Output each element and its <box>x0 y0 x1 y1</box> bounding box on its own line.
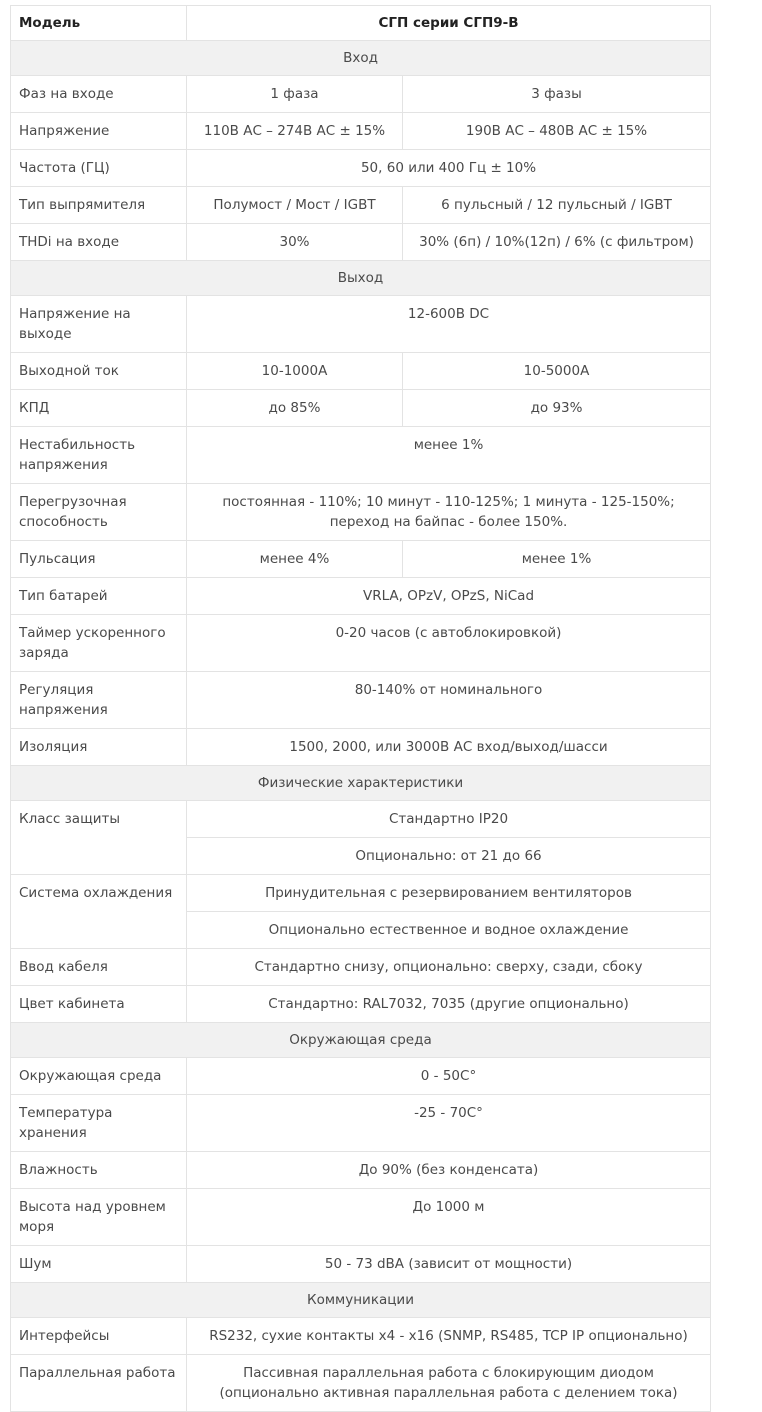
row-value: менее 1% <box>187 427 711 484</box>
row-label: Параллельная работа <box>11 1355 187 1412</box>
header-series: СГП серии СГП9-В <box>187 6 711 41</box>
table-row <box>11 672 711 729</box>
section-row <box>11 1283 711 1318</box>
table-row <box>11 541 711 578</box>
table-row <box>11 427 711 484</box>
row-value: 1500, 2000, или 3000В АС вход/выход/шасси <box>187 729 711 766</box>
row-value: Полумост / Мост / IGBT <box>187 187 403 224</box>
row-value: Опционально: от 21 до 66 <box>187 838 711 875</box>
row-value: 50 - 73 dBA (зависит от мощности) <box>187 1246 711 1283</box>
row-label: Изоляция <box>11 729 187 766</box>
table-row <box>11 875 711 912</box>
row-label: Регуляция напряжения <box>11 672 187 729</box>
row-value: Принудительная с резервированием вентиляторов <box>187 875 711 912</box>
row-label: Окружающая среда <box>11 1058 187 1095</box>
table-row <box>11 484 711 541</box>
row-value: менее 4% <box>187 541 403 578</box>
table-row <box>11 390 711 427</box>
row-label: Температура хранения <box>11 1095 187 1152</box>
section-communications: Коммуникации <box>11 1283 711 1318</box>
row-label: Выходной ток <box>11 353 187 390</box>
row-label: Перегрузочная способность <box>11 484 187 541</box>
table-row <box>11 1152 711 1189</box>
row-value: Стандартно: RAL7032, 7035 (другие опционально) <box>187 986 711 1023</box>
row-value: постоянная - 110%; 10 минут - 110-125%; 1 минута - 125-150%; переход на байпас - более 150%. <box>187 484 711 541</box>
row-value: До 1000 м <box>187 1189 711 1246</box>
row-label: Напряжение на выходе <box>11 296 187 353</box>
row-label: Система охлаждения <box>11 875 187 949</box>
table-row <box>11 1189 711 1246</box>
row-value: 1 фаза <box>187 76 403 113</box>
section-row <box>11 261 711 296</box>
row-value: 6 пульсный / 12 пульсный / IGBT <box>403 187 711 224</box>
section-input: Вход <box>11 41 711 76</box>
row-value: 190В АС – 480В АС ± 15% <box>403 113 711 150</box>
row-label: Ввод кабеля <box>11 949 187 986</box>
row-label: Тип выпрямителя <box>11 187 187 224</box>
table-row <box>11 296 711 353</box>
table-row <box>11 986 711 1023</box>
section-row <box>11 41 711 76</box>
row-value: 3 фазы <box>403 76 711 113</box>
table-row <box>11 729 711 766</box>
row-label: Высота над уровнем моря <box>11 1189 187 1246</box>
table-row <box>11 76 711 113</box>
section-environment: Окружающая среда <box>11 1023 711 1058</box>
table-row <box>11 113 711 150</box>
row-label: Пульсация <box>11 541 187 578</box>
table-row <box>11 1095 711 1152</box>
row-value: Пассивная параллельная работа с блокирующим диодом (опционально активная параллельная работа с делением тока) <box>187 1355 711 1412</box>
row-label: Фаз на входе <box>11 76 187 113</box>
row-label: Напряжение <box>11 113 187 150</box>
row-label: Тип батарей <box>11 578 187 615</box>
row-value: 10-1000А <box>187 353 403 390</box>
table-row <box>11 1355 711 1412</box>
row-label: Нестабильность напряжения <box>11 427 187 484</box>
spec-table <box>10 5 711 1412</box>
table-row <box>11 949 711 986</box>
row-value: менее 1% <box>403 541 711 578</box>
table-row <box>11 615 711 672</box>
row-label: THDi на входе <box>11 224 187 261</box>
table-row <box>11 1058 711 1095</box>
row-value: Стандартно снизу, опционально: сверху, сзади, сбоку <box>187 949 711 986</box>
row-label: Цвет кабинета <box>11 986 187 1023</box>
section-physical: Физические характеристики <box>11 766 711 801</box>
section-output: Выход <box>11 261 711 296</box>
row-value: Стандартно IP20 <box>187 801 711 838</box>
row-label: КПД <box>11 390 187 427</box>
row-label: Влажность <box>11 1152 187 1189</box>
row-value: -25 - 70С° <box>187 1095 711 1152</box>
row-label: Интерфейсы <box>11 1318 187 1355</box>
row-value: до 93% <box>403 390 711 427</box>
row-value: 80-140% от номинального <box>187 672 711 729</box>
table-row <box>11 353 711 390</box>
table-row <box>11 1318 711 1355</box>
row-label: Таймер ускоренного заряда <box>11 615 187 672</box>
row-label: Класс защиты <box>11 801 187 875</box>
row-value: 110В АС – 274В АС ± 15% <box>187 113 403 150</box>
table-row <box>11 187 711 224</box>
row-value: До 90% (без конденсата) <box>187 1152 711 1189</box>
header-row <box>11 6 711 41</box>
table-row <box>11 150 711 187</box>
row-value: 30% (6п) / 10%(12п) / 6% (с фильтром) <box>403 224 711 261</box>
row-value: 0-20 часов (с автоблокировкой) <box>187 615 711 672</box>
row-value: 12-600В DC <box>187 296 711 353</box>
row-value: RS232, сухие контакты x4 - x16 (SNMP, RS485, TCP IP опционально) <box>187 1318 711 1355</box>
header-model: Модель <box>11 6 187 41</box>
row-label: Частота (ГЦ) <box>11 150 187 187</box>
table-row <box>11 801 711 838</box>
table-row <box>11 578 711 615</box>
table-row <box>11 224 711 261</box>
row-value: 50, 60 или 400 Гц ± 10% <box>187 150 711 187</box>
row-value: VRLA, OPzV, OPzS, NiCad <box>187 578 711 615</box>
section-row <box>11 766 711 801</box>
row-label: Шум <box>11 1246 187 1283</box>
table-row <box>11 1246 711 1283</box>
row-value: до 85% <box>187 390 403 427</box>
row-value: 10-5000А <box>403 353 711 390</box>
row-value: 0 - 50С° <box>187 1058 711 1095</box>
row-value: 30% <box>187 224 403 261</box>
section-row <box>11 1023 711 1058</box>
row-value: Опционально естественное и водное охлаждение <box>187 912 711 949</box>
